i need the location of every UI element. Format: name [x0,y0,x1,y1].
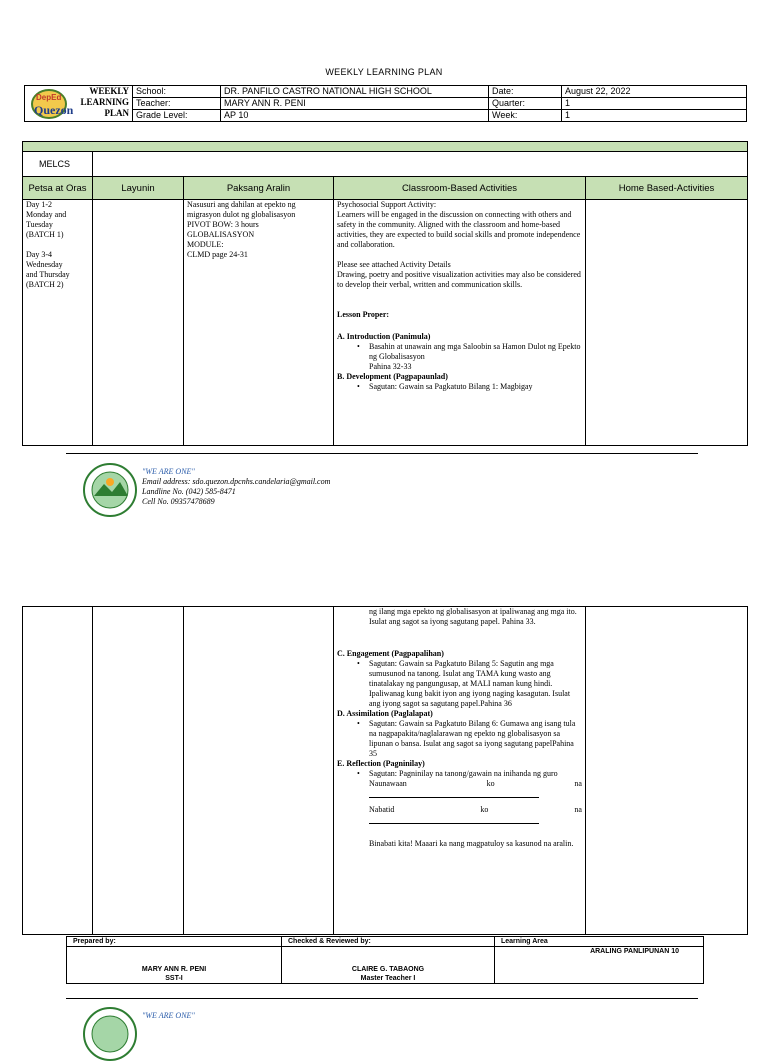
school-value: DR. PANFILO CASTRO NATIONAL HIGH SCHOOL [221,86,489,98]
classroom-activities-cont [337,607,582,849]
refl-line-1: Naunawaan ko na [369,779,582,788]
quarter-value: 1 [562,98,747,110]
activity-details-note: Please see attached Activity Details [337,260,451,269]
week-label: Week: [489,110,562,122]
melcs-label: MELCS [23,152,93,177]
checker-name: CLAIRE G. TABAONG [351,966,425,973]
dev-item: • Sagutan: Gawain sa Pagkatuto Bilang 1: Magbigay [369,382,582,392]
area-label: Learning Area [495,937,704,947]
main-table [22,141,748,446]
checker-title: Master Teacher I [360,975,416,982]
answer-blank-1[interactable] [369,789,539,798]
layunin-cell [93,200,184,446]
assim-item: • Sagutan: Gawain sa Pagkatuto Bilang 6: Gumawa ang isang tula na nagpapakita/naglalarawan ng epekto ng globalisasyon sa lipunan o bansa. Isulat ang sagot sa iyong sagutang papelPahina 35 [369,719,582,759]
col-classroom: Classroom-Based Activities [334,177,586,200]
motto-2: "WE ARE ONE" [142,1011,195,1020]
footer-rule-2 [66,998,698,999]
answer-blank-2[interactable] [369,815,539,824]
week-value: 1 [562,110,747,122]
footer-contact [142,467,330,507]
date-label: Date: [489,86,562,98]
green-bar [23,142,748,152]
classroom-activities [337,200,582,392]
grade-label: Grade Level: [133,110,221,122]
prepared-label: Prepared by: [67,937,282,947]
teacher-value: MARY ANN R. PENI [221,98,489,110]
assim-heading: D. Assimilation (Paglalapat) [337,709,433,718]
school-label: School: [133,86,221,98]
school-seal-icon [82,462,138,518]
checked-label: Checked & Reviewed by: [282,937,495,947]
continuation-table [22,606,748,935]
eng-heading: C. Engagement (Pagpapalihan) [337,649,444,658]
home-activities-cell [586,200,748,446]
refl-line-2: Nabatid ko na [369,805,582,814]
page-title: WEEKLY LEARNING PLAN [325,67,443,77]
date-value: August 22, 2022 [562,86,747,98]
dev-heading: B. Development (Pagpapaunlad) [337,372,448,381]
cont-layunin-cell [93,607,184,935]
grade-value: AP 10 [221,110,489,122]
closing-text: Binabati kita! Maaari ka nang magpatuloy sa kasunod na aralin. [369,839,574,848]
landline-text: Landline No. (042) 585-8471 [142,487,236,496]
eng-item: • Sagutan: Gawain sa Pagkatuto Bilang 5: Sagutin ang mga sumusunod na tanong. Isulat ang TAMA kung wasto ang tinatalakay ng pangungusap, at MALI naman kung hindi. Ipaliwanag kung bakit iyon ang iyong naging kasagutan. Isulat ang iyong sagot sa sagutang papel.Pahina 36 [369,659,582,709]
logo-cell [25,86,133,122]
email-text: Email address: sdo.quezon.dpcnhs.candelaria@gmail.com [142,477,331,486]
preparer-name: MARY ANN R. PENI [141,966,207,973]
header-table [24,85,747,122]
drawing-poetry-text: Drawing, poetry and positive visualization activities may also be considered to develop their verbal, written and communication skills. [337,270,581,289]
intro-heading: A. Introduction (Panimula) [337,332,431,341]
paksa-text: Nasusuri ang dahilan at epekto ng migrasyon dulot ng globalisasyon PIVOT BOW: 3 hours GLOBALISASYON MODULE: CLMD page 24-31 [187,200,296,259]
teacher-label: Teacher: [133,98,221,110]
dev-item-cont: ng ilang mga epekto ng globalisasyon at ipaliwanag ang mga ito. Isulat ang sagot sa iyong sagutang papel. Pahina 33. [369,607,577,626]
preparer-title: SST-I [165,975,183,982]
plan-label-2: LEARNING [80,97,129,107]
svg-text:DepEd: DepEd [36,93,62,102]
area-value: ARALING PANLIPUNAN 10 [495,947,704,984]
cont-paksa-cell [184,607,334,935]
quarter-label: Quarter: [489,98,562,110]
col-petsa: Petsa at Oras [23,177,93,200]
psychosocial-heading: Psychosocial Support Activity: [337,200,437,209]
col-home: Home Based-Activities [586,177,748,200]
cont-home-cell [586,607,748,935]
motto: "WE ARE ONE" [142,467,195,476]
col-layunin: Layunin [93,177,184,200]
footer-rule [66,453,698,454]
psychosocial-text: Learners will be engaged in the discussion on connecting with others and safety in the community. Aligned with the classroom and home-based activities, they are expected to build social skills and promote independence and collaboration. [337,210,581,249]
schedule-text: Day 1-2 Monday and Tuesday (BATCH 1) Day 3-4 Wednesday and Thursday (BATCH 2) [26,200,70,289]
school-seal-icon-2 [82,1006,138,1062]
refl-item: • Sagutan: Pagninilay na tanong/gawain na inihanda ng guro [369,769,582,779]
refl-heading: E. Reflection (Pagninilay) [337,759,425,768]
svg-text:Quezon: Quezon [34,103,74,117]
intro-item: • Basahin at unawain ang mga Saloobin sa Hamon Dulot ng Epekto ng Globalisasyon Pahina 32-33 [369,342,582,372]
lesson-proper-heading: Lesson Proper: [337,310,390,319]
plan-label-1: WEEKLY [89,86,129,96]
melcs-value [93,152,748,177]
plan-label-3: PLAN [104,108,129,118]
signature-table [66,936,704,984]
cell-text: Cell No. 09357478689 [142,497,215,506]
col-paksa: Paksang Aralin [184,177,334,200]
cont-petsa-cell [23,607,93,935]
